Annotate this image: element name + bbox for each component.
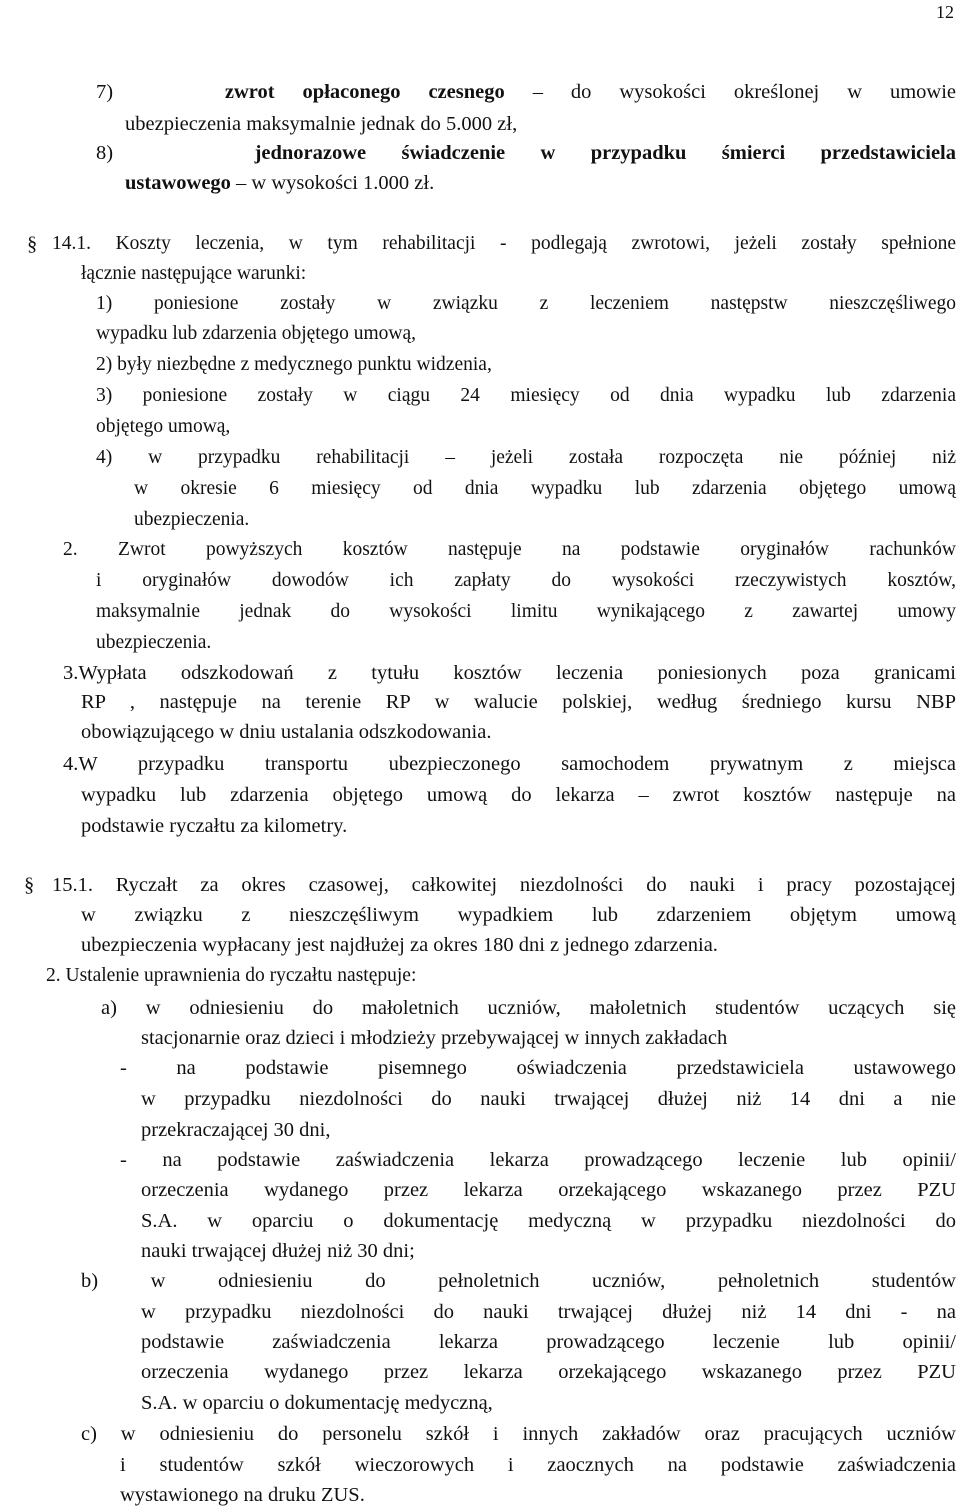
item-7-title: zwrot opłaconego czesnego bbox=[224, 81, 505, 103]
sec14-p1-line-1: 14.1. Koszty leczenia, w tym rehabilitacji - podlegają zwrotowi, jeżeli zostały spełnione bbox=[52, 233, 956, 254]
sec15-a-dash2-line-3: S.A. w oparciu o dokumentację medyczną w przypadku niezdolności do bbox=[141, 1210, 956, 1232]
sec14-p1-line-2: łącznie następujące warunki: bbox=[81, 263, 307, 284]
sec15-b-line-1: b) w odniesieniu do pełnoletnich uczniów, pełnoletnich studentów bbox=[81, 1270, 956, 1292]
item-7-text: – do wysokości określonej w umowie bbox=[532, 81, 956, 103]
sec14-cond2-line-1: 2) były niezbędne z medycznego punktu widzenia, bbox=[96, 354, 492, 375]
sec14-p4-line-3: podstawie ryczałtu za kilometry. bbox=[81, 815, 348, 837]
sec15-a-line-1: a) w odniesieniu do małoletnich uczniów, małoletnich studentów uczących się bbox=[101, 997, 956, 1019]
sec15-a-dash2-line-4: nauki trwającej dłużej niż 30 dni; bbox=[141, 1240, 415, 1262]
page-number: 12 bbox=[936, 2, 954, 22]
sec14-cond3-line-2: objętego umową, bbox=[96, 416, 231, 437]
item-8-text: – w wysokości 1.000 zł. bbox=[236, 172, 435, 194]
sec15-b-line-3: podstawie zaświadczenia lekarza prowadzącego leczenie lub opinii/ bbox=[141, 1331, 956, 1353]
item-7-line-1 bbox=[96, 82, 956, 103]
sec15-a-dash1-line-2: w przypadku niezdolności do nauki trwającej dłużej niż 14 dni a nie bbox=[141, 1088, 956, 1110]
sec14-cond3-line-1: 3) poniesione zostały w ciągu 24 miesięcy od dnia wypadku lub zdarzenia bbox=[96, 385, 956, 406]
sec15-c-line-3: wystawionego na druku ZUS. bbox=[120, 1484, 365, 1506]
sec15-b-line-4: orzeczenia wydanego przez lekarza orzekającego wskazanego przez PZU bbox=[141, 1361, 956, 1383]
sec15-p1-line-2: w związku z nieszczęśliwym wypadkiem lub zdarzeniem objętym umową bbox=[81, 904, 956, 926]
item-8-title: jednorazowe świadczenie w przypadku śmierci przedstawiciela bbox=[254, 142, 957, 164]
sec15-a-dash1-line-1: - na podstawie pisemnego oświadczenia przedstawiciela ustawowego bbox=[120, 1057, 956, 1079]
sec14-p2-line-2: i oryginałów dowodów ich zapłaty do wysokości rzeczywistych kosztów, bbox=[96, 570, 956, 591]
sec14-p4-line-2: wypadku lub zdarzenia objętego umową do lekarza – zwrot kosztów następuje na bbox=[81, 784, 956, 806]
sec14-p2-line-3: maksymalnie jednak do wysokości limitu wynikającego z zawartej umowy bbox=[96, 601, 956, 622]
sec14-p4-line-1: 4.W przypadku transportu ubezpieczonego samochodem prywatnym z miejsca bbox=[63, 753, 956, 775]
item-7-line-2: ubezpieczenia maksymalnie jednak do 5.000 zł, bbox=[125, 113, 518, 135]
section-mark-15: § bbox=[24, 874, 35, 896]
section-mark-14: § bbox=[27, 233, 38, 255]
item-8-line-2 bbox=[125, 173, 434, 194]
sec15-b-line-5: S.A. w oparciu o dokumentację medyczną, bbox=[141, 1392, 493, 1414]
sec14-p2-line-4: ubezpieczenia. bbox=[96, 632, 212, 653]
sec15-a-dash2-line-2: orzeczenia wydanego przez lekarza orzekającego wskazanego przez PZU bbox=[141, 1179, 956, 1201]
sec15-c-line-1: c) w odniesieniu do personelu szkół i innych zakładów oraz pracujących uczniów bbox=[81, 1423, 956, 1445]
sec15-c-line-2: i studentów szkół wieczorowych i zaocznych na podstawie zaświadczenia bbox=[120, 1454, 956, 1476]
item-7-number: 7) bbox=[96, 81, 114, 103]
sec15-p2: 2. Ustalenie uprawnienia do ryczałtu następuje: bbox=[46, 965, 417, 986]
sec15-p1-line-1: 15.1. Ryczałt za okres czasowej, całkowitej niezdolności do nauki i pracy pozostającej bbox=[52, 874, 956, 896]
sec14-cond4-line-1: 4) w przypadku rehabilitacji – jeżeli została rozpoczęta nie później niż bbox=[96, 447, 956, 468]
sec14-p3-line-2: RP , następuje na terenie RP w walucie polskiej, według średniego kursu NBP bbox=[81, 691, 956, 713]
sec15-a-dash2-line-1: - na podstawie zaświadczenia lekarza prowadzącego leczenie lub opinii/ bbox=[120, 1149, 956, 1171]
sec14-p2-line-1: 2. Zwrot powyższych kosztów następuje na podstawie oryginałów rachunków bbox=[63, 539, 956, 560]
sec15-a-dash1-line-3: przekraczającej 30 dni, bbox=[141, 1119, 331, 1141]
item-8-title-cont: ustawowego bbox=[125, 172, 231, 194]
sec14-cond1-line-1: 1) poniesione zostały w związku z leczeniem następstw nieszczęśliwego bbox=[96, 293, 956, 314]
sec14-cond1-line-2: wypadku lub zdarzenia objętego umową, bbox=[96, 323, 417, 344]
sec14-cond4-line-2: w okresie 6 miesięcy od dnia wypadku lub zdarzenia objętego umową bbox=[134, 478, 956, 499]
item-8-number: 8) bbox=[96, 142, 114, 164]
sec15-p1-line-3: ubezpieczenia wypłacany jest najdłużej za okres 180 dni z jednego zdarzenia. bbox=[81, 934, 718, 956]
item-8-line-1 bbox=[96, 143, 956, 164]
sec15-a-line-2: stacjonarnie oraz dzieci i młodzieży przebywającej w innych zakładach bbox=[141, 1027, 728, 1049]
sec14-p3-line-3: obowiązującego w dniu ustalania odszkodowania. bbox=[81, 721, 492, 743]
sec14-p3-line-1: 3.Wypłata odszkodowań z tytułu kosztów leczenia poniesionych poza granicami bbox=[63, 662, 956, 684]
sec14-cond4-line-3: ubezpieczenia. bbox=[134, 509, 250, 530]
sec15-b-line-2: w przypadku niezdolności do nauki trwającej dłużej niż 14 dni - na bbox=[141, 1301, 956, 1323]
